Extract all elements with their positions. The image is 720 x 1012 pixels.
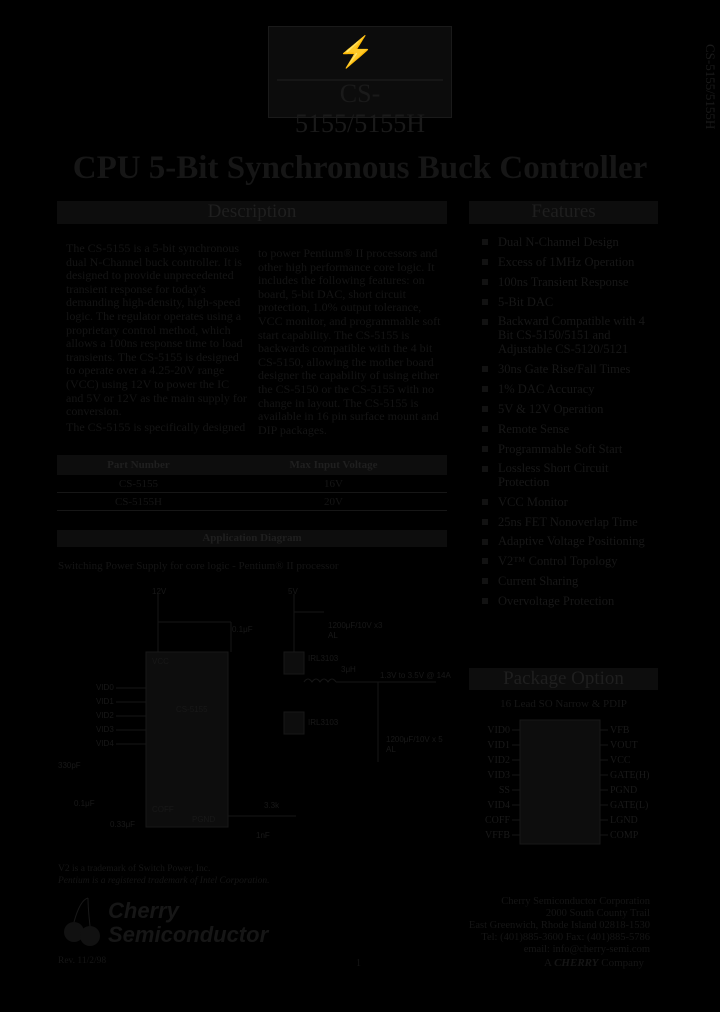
table-cell: CS-5155H	[57, 493, 220, 511]
coff-label: COFF	[152, 805, 174, 814]
c2-label: 1200μF/10V x3	[328, 621, 383, 630]
v5-label: 5V	[288, 587, 298, 596]
package-pin-label: COMP	[610, 830, 639, 841]
c4-label: 330pF	[58, 761, 81, 770]
fet1-symbol	[284, 652, 304, 674]
address-line: 2000 South County Trail	[545, 908, 650, 919]
part-table-header	[57, 455, 447, 475]
package-subtitle: 16 Lead SO Narrow & PDIP	[500, 698, 627, 710]
package-body	[520, 720, 600, 844]
description-col2	[258, 247, 446, 439]
page-title: CPU 5-Bit Synchronous Buck Controller	[72, 150, 648, 186]
list-item: 30ns Gate Rise/Fall Times	[470, 359, 660, 379]
c3-label: 1200μF/10V x 5	[386, 735, 443, 744]
list-item: Lossless Short Circuit Protection	[470, 459, 660, 492]
ic-label: CS-5155	[176, 705, 208, 714]
v12-label: 12V	[152, 587, 167, 596]
list-item: 5V & 12V Operation	[470, 399, 660, 419]
features-heading: Features	[469, 201, 658, 224]
list-item: Overvoltage Protection	[470, 591, 660, 611]
package-heading: Package Option	[469, 668, 658, 690]
c6-label: 0.33μF	[110, 820, 136, 829]
vcc-label: VCC	[152, 657, 169, 666]
product-logo	[268, 26, 452, 138]
logo-part-number: CS-5155/5155H	[295, 79, 425, 138]
table-cell: CS-5155	[57, 475, 220, 493]
company-name-line2: Semiconductor	[108, 922, 269, 947]
logo-bolt-icon: ⚡	[337, 36, 375, 69]
table-row	[57, 475, 447, 493]
list-item: Excess of 1MHz Operation	[470, 252, 660, 272]
list-item: 100ns Transient Response	[470, 272, 660, 292]
table-cell: 20V	[220, 493, 447, 511]
address-line: Cherry Semiconductor Corporation	[501, 896, 650, 907]
description-p1: The CS-5155 is a 5-bit synchronous dual N-Channel buck controller. It is designed to provide unprecedented transient response for today's demanding high-density, high-speed logic. The regulator operates using a proprietary control method, which allows a 100ns response time to load transients. The CS-5155 is designed to operate over a 4.25-20V range (VCC) using 12V to power the IC and 5V or 12V as the main supply for conversion.	[66, 241, 247, 419]
description-p3: to power Pentium® II processors and other high performance core logic. It includes the following features: on board, 5-bit DAC, short circuit protection, 1.0% output tolerance, VCC monitor, and programmable soft start capability. The CS-5155 is backwards compatible with the 4 bit CS-5150, allowing the mother board designer the capability of using either the CS-5150 or the CS-5155 with no change in layout. The CS-5155 is available in 16 pin surface mount and DIP packages.	[258, 246, 441, 437]
vid2-label: VID2	[96, 711, 114, 720]
cherry-right	[80, 926, 100, 946]
package-pin-label: VCC	[610, 755, 631, 766]
list-item: 1% DAC Accuracy	[470, 379, 660, 399]
package-pin-label: VFB	[610, 725, 630, 736]
part-table	[57, 455, 447, 511]
description-col1	[66, 242, 249, 436]
list-item: 25ns FET Nonoverlap Time	[470, 512, 660, 532]
revision-date: Rev. 11/2/98	[58, 956, 107, 966]
output-label: 1.3V to 3.5V @ 14A	[380, 671, 451, 680]
package-pin-label: VID0	[487, 725, 510, 736]
list-item: VCC Monitor	[470, 492, 660, 512]
list-item: Adaptive Voltage Positioning	[470, 532, 660, 551]
package-pin-label: GATE(L)	[610, 800, 649, 811]
package-pin-label: VFFB	[484, 830, 510, 841]
address-line: East Greenwich, Rhode Island 02818-1530	[468, 920, 650, 931]
table-cell: 16V	[220, 475, 447, 493]
footnote-2: Pentium is a registered trademark of Intel Corporation.	[58, 876, 270, 886]
cherry-logo-icon	[58, 894, 106, 950]
cherry-stems	[74, 898, 90, 926]
package-pin-label: PGND	[610, 785, 638, 796]
part-number-header: Part Number	[57, 455, 220, 475]
package-pin-label: LGND	[610, 815, 638, 826]
inductor-symbol	[304, 679, 336, 682]
inductor-label: 3μH	[341, 665, 356, 674]
application-schematic	[56, 582, 456, 852]
list-item: Remote Sense	[470, 419, 660, 439]
package-pin-label: COFF	[484, 815, 510, 826]
address-line: Tel: (401)885-3600 Fax: (401)885-5786	[481, 932, 650, 943]
tagline-company: Company	[601, 957, 645, 969]
list-item: 5-Bit DAC	[470, 292, 660, 312]
fet2-symbol	[284, 712, 304, 734]
fet2-label: IRL3103	[308, 718, 339, 727]
c5-label: 0.1μF	[74, 799, 95, 808]
side-part-number: CS-5155/5155H	[703, 44, 718, 130]
c2b-label: AL	[328, 631, 338, 640]
c3b-label: AL	[386, 745, 396, 754]
features-list	[470, 232, 660, 611]
vid0-label: VID0	[96, 683, 114, 692]
address-line: email: info@cherry-semi.com	[523, 944, 650, 955]
list-item: V2™ Control Topology	[470, 551, 660, 571]
vid4-label: VID4	[96, 739, 114, 748]
package-pin-label: VID3	[487, 770, 510, 781]
pgnd-label: PGND	[192, 815, 216, 824]
tagline	[544, 957, 644, 969]
company-name-line1: Cherry	[108, 898, 179, 923]
ic-body	[146, 652, 228, 827]
list-item: Current Sharing	[470, 571, 660, 591]
package-pin-label: VOUT	[610, 740, 638, 751]
package-pin-label: VID1	[487, 740, 510, 751]
r1-label: 3.3k	[264, 801, 280, 810]
c7-label: 1nF	[256, 831, 270, 840]
package-pin-label: GATE(H)	[610, 770, 650, 781]
package-pin-label: SS	[498, 785, 510, 796]
description-p2: The CS-5155 is specifically designed	[66, 419, 246, 434]
package-pinout	[468, 716, 660, 848]
tagline-brand: CHERRY	[554, 957, 599, 969]
package-pin-label: VID4	[487, 800, 510, 811]
company-address	[440, 896, 650, 956]
description-heading: Description	[57, 201, 447, 224]
list-item: Dual N-Channel Design	[470, 232, 660, 252]
application-heading: Application Diagram	[57, 530, 447, 547]
vid3-label: VID3	[96, 725, 114, 734]
fet1-label: IRL3103	[308, 654, 339, 663]
max-voltage-header: Max Input Voltage	[220, 455, 447, 475]
c1-label: 0.1μF	[232, 625, 253, 634]
list-item: Backward Compatible with 4 Bit CS-5150/5151 and Adjustable CS-5120/5121	[470, 312, 660, 359]
application-caption: Switching Power Supply for core logic - Pentium® II processor	[58, 560, 339, 572]
list-item: Programmable Soft Start	[470, 439, 660, 459]
package-pin-label: VID2	[487, 755, 510, 766]
page-number: 1	[356, 958, 361, 969]
vid1-label: VID1	[96, 697, 114, 706]
tagline-a: A	[544, 957, 552, 969]
table-row	[57, 493, 447, 511]
footnote-1: V2 is a trademark of Switch Power, Inc.	[58, 864, 211, 874]
